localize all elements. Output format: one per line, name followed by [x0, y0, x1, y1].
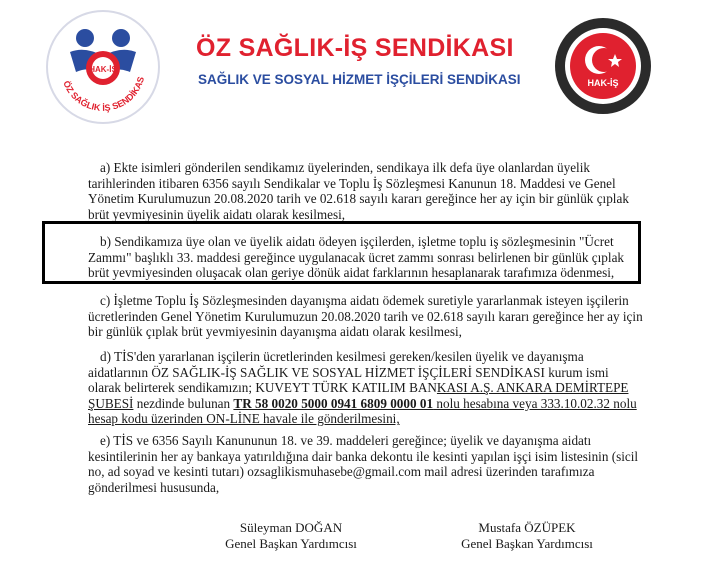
hak-is-logo — [553, 16, 653, 116]
paragraph-a-text: a) Ekte isimleri gönderilen sendikamız üyelerinden, sendikaya ilk defa üye olanlardan üyelik tarihlerinden itibaren 6356 sayılı Sendikalar ve Toplu İş Sözleşmesi Kanunun 18. Maddesi ve Genel Yönetim Kurulumuzun 20.08.2020 tarih ve 02.618 sayılı kararı gereğince her ay için bir günlük çıplak brüt yevmiyesinin üyelik aidatı olarak kesilmesi, — [88, 160, 629, 222]
paragraph-d — [88, 349, 644, 427]
signatory-name: Mustafa ÖZÜPEK — [478, 520, 576, 535]
paragraph-a — [88, 160, 644, 222]
union-subtitle: SAĞLIK VE SOSYAL HİZMET İŞÇİLERİ SENDİKASI — [198, 72, 521, 87]
paragraph-c — [88, 293, 644, 340]
paragraph-b — [88, 234, 644, 281]
letterhead — [0, 0, 709, 135]
signatory-title: Genel Başkan Yardımcısı — [225, 536, 357, 551]
paragraph-c-text: c) İşletme Toplu İş Sözleşmesinden dayanışma aidatı ödemek suretiyle yararlanmak isteyen işçilerin ücretlerinden Genel Yönetim Kurulumuzun 20.08.2020 tarih ve 02.618 sayılı kararı gereğince her ay için bir günlük çıplak brüt yevmiyesinin dayanışma aidatı olarak kesilmesi, — [88, 293, 643, 340]
union-logo-left — [44, 8, 162, 126]
paragraph-e — [88, 433, 644, 495]
paragraph-d-text — [88, 349, 644, 427]
paragraph-d-part3: nolu hesabına veya 333.10.02.32 nolu hesap kodu üzerinden ON-LİNE havale ile gönderilmesini, — [88, 395, 637, 427]
paragraph-e-text: e) TİS ve 6356 Sayılı Kanununun 18. ve 39. maddeleri gereğince; üyelik ve dayanışma aidatı kesintilerinin her ay bankaya yatırıldığına dair banka dekontu ile kesinti yapılan işçi isim listesinin (sicil no, ad soyad ve kesinti tutarı) ozsaglikismuhasebe@gmail.com mail adresi üzerinden tarafımıza gönderilmesi hususunda, — [88, 433, 639, 495]
signatory-title: Genel Başkan Yardımcısı — [461, 536, 593, 551]
signatory-name: Süleyman DOĞAN — [239, 520, 343, 535]
union-name: ÖZ SAĞLIK-İŞ SENDİKASI — [196, 34, 514, 62]
paragraph-d-part2: nezdinde bulunan — [133, 395, 234, 411]
left-logo-badge: HAK-İŞ — [89, 65, 117, 74]
signature-block-2 — [452, 520, 602, 552]
bank-branch: KASI A.Ş. ANKARA DEMİRTEPE ŞUBESİ — [88, 380, 629, 411]
iban: TR 58 0020 5000 0941 6809 0000 01 — [233, 395, 434, 411]
right-logo-badge: HAK-İŞ — [587, 78, 619, 88]
paragraph-b-text: b) Sendikamıza üye olan ve üyelik aidatı ödeyen işçilerden, işletme toplu iş sözleşmesinin "Ücret Zammı" başlıklı 33. maddesi gereğince uygulanacak ücret zammı sonrası belirlenen bir günlük çıplak brüt yevmiyesinden oluşacak olan geriye dönük aidat farklarının hesaplanarak tarafımıza ödenmesi, — [88, 234, 625, 281]
signature-block-1 — [216, 520, 366, 552]
paragraph-d-part1: d) TİS'den yararlanan işçilerin ücretlerinden kesilmesi gereken/kesilen üyelik ve dayanışma aidatlarının ÖZ SAĞLIK-İŞ SAĞLIK VE SOSYAL HİZMET İŞÇİLERİ SENDİKASI kurum ismi olarak belirterek sendikamızın; KUVEYT TÜRK KATILIM BAN — [88, 349, 609, 396]
left-logo-ring-text: ÖZ SAĞLIK İŞ SENDİKAS — [61, 75, 147, 113]
